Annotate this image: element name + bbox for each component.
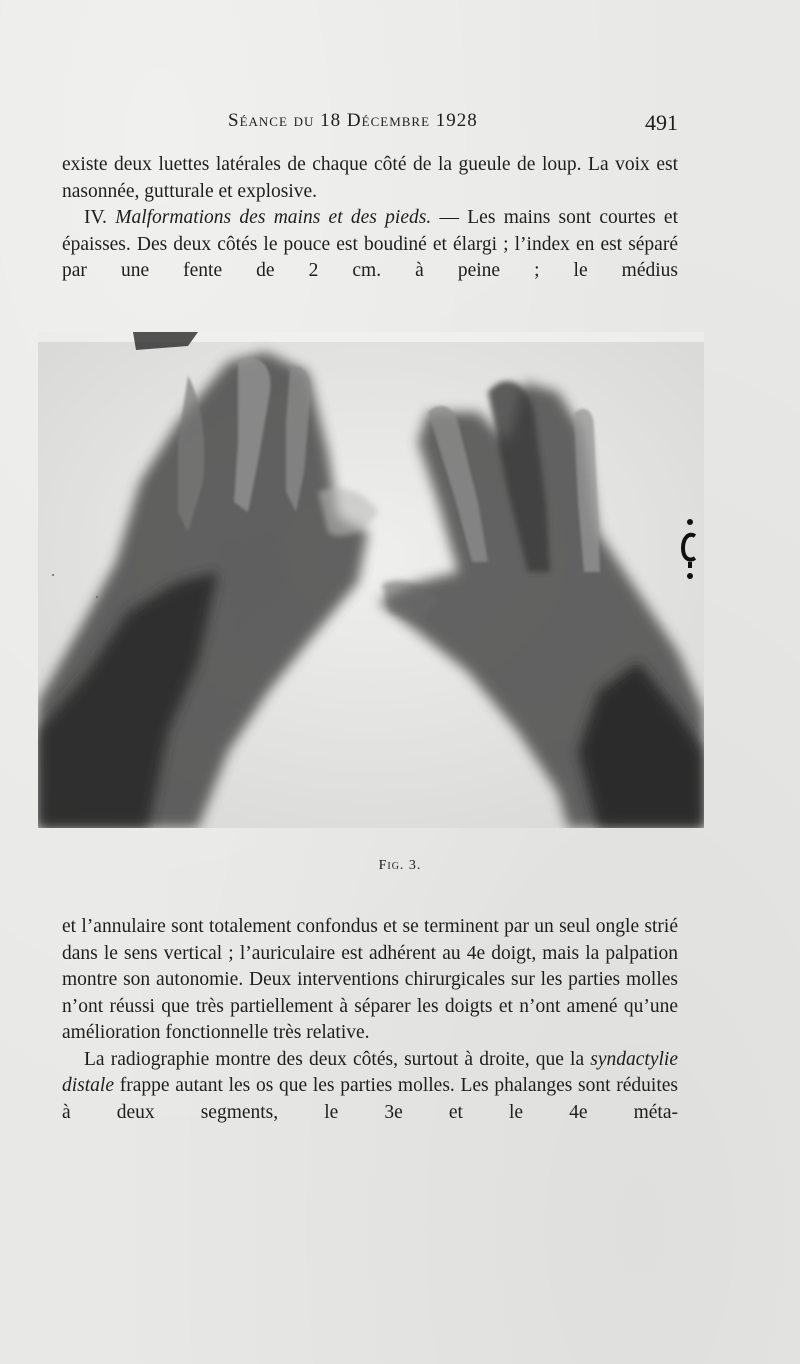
- radiographie-text-start: La radiographie montre des deux côtés, surtout à droite, que la: [84, 1048, 591, 1070]
- xray-hands-image: [38, 332, 704, 828]
- page-header: [62, 110, 678, 140]
- section-title: Malformations des mains et des pieds.: [115, 207, 432, 228]
- margin-mark: [680, 516, 700, 586]
- page-number: 491: [645, 110, 678, 135]
- paragraph-section-iv: [62, 205, 678, 285]
- syndactylie-term: syndactylie distale: [62, 1048, 678, 1096]
- radiographie-text-end: frappe autant les os que les parties molles. Les phalanges sont réduites à deux segments, le 3e et le 4e méta-: [62, 1075, 678, 1123]
- paragraph-annulaire: et l’annulaire sont totalement confondus et se terminent par un seul ongle strié dans le sens vertical ; l’auriculaire est adhérent au 4e doigt, mais la palpation montre son autonomie. Deux interventions chirurgicales sur les parties molles n’ont réussi que très partiellement à séparer les doigts et n’ont amené qu’une amélioration fonctionnelle très relative.: [62, 916, 678, 1043]
- paragraph-radiographie: [62, 1047, 678, 1127]
- text-block-bottom: [62, 914, 678, 1126]
- print-speck: [52, 574, 54, 576]
- paragraph-gueule-de-loup: existe deux luettes latérales de chaque côté de la gueule de loup. La voix est nasonnée, gutturale et explosive.: [62, 154, 678, 202]
- section-numeral: IV.: [84, 207, 107, 228]
- section-body: — Les mains sont courtes et épaisses. Des deux côtés le pouce est boudiné et élargi ; l’index en est séparé par une fente de 2 cm. à peine ; le médius: [62, 207, 679, 281]
- text-block-top: [62, 152, 678, 285]
- print-speck: [96, 596, 98, 598]
- xray-figure: [38, 332, 704, 828]
- running-head: Séance du 18 Décembre 1928: [228, 110, 478, 131]
- figure-caption: Fig. 3.: [378, 858, 422, 873]
